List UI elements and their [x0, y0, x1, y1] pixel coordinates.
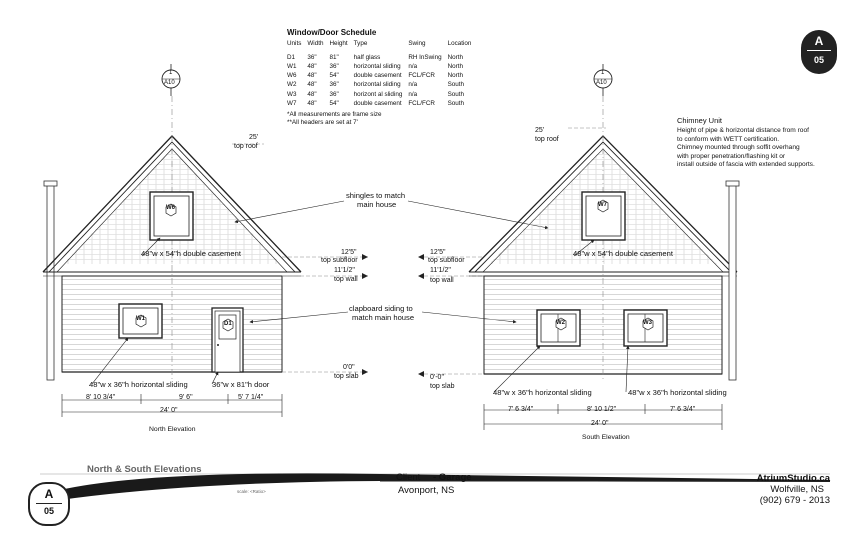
cell: North	[447, 54, 463, 62]
north-roof-label: top roof	[234, 143, 258, 150]
cell: 36"	[329, 81, 339, 89]
section-sheet-left: A10	[164, 80, 175, 86]
cell: horizontal sliding	[353, 81, 401, 89]
chimney-line: with proper penetration/flashing kit or	[677, 152, 786, 160]
cell: RH InSwing	[408, 54, 442, 62]
scale-note: scale: <Ratio>	[237, 489, 266, 494]
sheet-number: 05	[813, 55, 824, 65]
project-name: - Garage	[433, 472, 472, 483]
sheet-badge-bottom	[28, 482, 70, 526]
callout-shingles-1: shingles to match	[346, 191, 406, 200]
client-label: Client	[396, 472, 421, 483]
callout-siding-1: clapboard siding to	[349, 304, 413, 313]
section-num-right: 1	[601, 70, 605, 76]
cell: 36"	[307, 54, 317, 62]
cell: n/a	[408, 63, 418, 71]
chimney-line: Height of pipe & horizontal distance from roof	[677, 127, 809, 135]
table-row	[287, 80, 477, 89]
schedule-table	[287, 39, 477, 108]
cell: double casement	[353, 72, 402, 80]
table-row	[287, 99, 477, 108]
chimney-line: install outside of fascia with extended supports.	[677, 161, 815, 169]
note: *All measurements are frame size	[287, 110, 382, 118]
table-row	[287, 53, 477, 62]
level-slab-label: top slab	[334, 373, 359, 380]
cell: South	[447, 99, 465, 107]
level-wall-right: 11'1/2"	[430, 267, 451, 274]
window-door-schedule	[287, 28, 477, 128]
cell: FCL/FCR	[408, 72, 435, 80]
tag-d1: D1	[224, 321, 232, 327]
note: **All headers are set at 7'	[287, 119, 358, 127]
north-w1-note: 48"w x 36"h horizontal sliding	[89, 380, 188, 389]
south-dim-3: 7' 6 3/4"	[670, 406, 696, 413]
sheet-badge-top	[801, 30, 837, 74]
cell: South	[447, 81, 465, 89]
tag-w3: W3	[643, 320, 652, 326]
level-subfloor-right: 12'5"	[430, 249, 446, 256]
level-wall: 11'1/2"	[334, 267, 355, 274]
cell: 81"	[329, 54, 339, 62]
schedule-title: Window/Door Schedule	[287, 28, 377, 37]
cell: horizontal sliding	[353, 63, 401, 71]
north-dim-1: 8' 10 3/4"	[86, 394, 116, 401]
callout-siding-2: match main house	[352, 313, 415, 322]
cell: W6	[287, 72, 297, 80]
north-w6-note: 48"w x 54"h double casement	[141, 249, 241, 258]
cell: South	[447, 90, 465, 98]
south-dim-2: 8' 10 1/2"	[587, 406, 617, 413]
level-slab: 0'0"	[343, 364, 355, 371]
schedule-header: Location	[447, 40, 472, 48]
level-subfloor: 12'5"	[341, 249, 357, 256]
cell: W1	[287, 63, 297, 71]
cell: 48"	[307, 90, 317, 98]
north-elevation	[43, 64, 301, 417]
north-dim-3: 5' 7 1/4"	[238, 394, 264, 401]
cell: n/a	[408, 90, 418, 98]
drawing-title: North & South Elevations	[87, 464, 202, 475]
cell: horizont al sliding	[353, 90, 403, 98]
table-row	[287, 62, 477, 71]
cell: 54"	[329, 72, 339, 80]
level-slab-label-right: top slab	[430, 383, 455, 390]
sheet-letter: A	[44, 487, 54, 501]
tag-w2: W2	[556, 320, 565, 326]
south-caption: South Elevation	[582, 434, 630, 441]
project-location: Avonport, NS	[398, 485, 455, 496]
cell: 48"	[307, 72, 317, 80]
section-num-left: 1	[169, 70, 173, 76]
south-total: 24' 0"	[591, 420, 609, 427]
sheet-number: 05	[43, 506, 54, 516]
sheet-letter: A	[814, 34, 824, 48]
chimney-line: to conform with WETT certification.	[677, 135, 780, 143]
north-roof-height: 25'	[249, 134, 259, 141]
cell: 36"	[329, 90, 339, 98]
firm-name: AtriumStudio.ca	[756, 473, 830, 484]
schedule-notes	[287, 111, 477, 128]
level-slab-right: 0'-0"	[430, 374, 444, 381]
level-subfloor-label: top subfloor	[321, 257, 358, 264]
north-dim-2: 9' 6"	[179, 394, 193, 401]
south-dim-1: 7' 6 3/4"	[508, 406, 534, 413]
cell: 36"	[329, 63, 339, 71]
schedule-header: Height	[329, 40, 348, 48]
schedule-header: Units	[287, 40, 302, 48]
chimney-title: Chimney Unit	[677, 116, 723, 125]
cell: FCL/FCR	[408, 99, 435, 107]
cell: 54"	[329, 99, 339, 107]
cell: W7	[287, 99, 297, 107]
schedule-header: Width	[307, 40, 324, 48]
chimney-note	[677, 117, 815, 169]
south-w2-note: 48"w x 36"h horizontal sliding	[493, 388, 592, 397]
south-roof-height: 25'	[535, 127, 545, 134]
cell: double casement	[353, 99, 402, 107]
south-w3-note: 48"w x 36"h horizontal sliding	[628, 388, 727, 397]
table-row	[287, 71, 477, 80]
cell: D1	[287, 54, 296, 62]
north-total: 24' 0"	[160, 407, 178, 414]
cell: W2	[287, 81, 297, 89]
cell: North	[447, 63, 463, 71]
north-chimney	[47, 185, 54, 380]
tag-w7: W7	[598, 202, 607, 208]
tag-w6: W6	[166, 205, 175, 211]
cell: 48"	[307, 99, 317, 107]
schedule-header: Swing	[408, 40, 426, 48]
section-sheet-right: A10	[596, 80, 607, 86]
level-wall-label: top wall	[334, 276, 358, 283]
level-wall-label-right: top wall	[430, 277, 454, 284]
north-caption: North Elevation	[149, 426, 196, 433]
south-chimney	[729, 185, 736, 380]
chimney-line: Chimney mounted through soffit overhang	[677, 144, 800, 152]
tag-w1: W1	[136, 316, 145, 322]
cell: W3	[287, 90, 297, 98]
level-subfloor-label-right: top subfloor	[428, 257, 465, 264]
schedule-header: Type	[353, 40, 368, 48]
firm-phone: (902) 679 - 2013	[759, 495, 830, 506]
schedule-header-row	[287, 39, 477, 48]
south-w7-note: 48"w x 54"h double casement	[573, 249, 673, 258]
cell: North	[447, 72, 463, 80]
table-row	[287, 90, 477, 99]
south-roof-label: top roof	[535, 136, 559, 143]
cell: 48"	[307, 63, 317, 71]
cell: 48"	[307, 81, 317, 89]
north-d1-note: 36"w x 81"h door	[212, 380, 270, 389]
callout-shingles-2: main house	[357, 200, 397, 209]
cell: n/a	[408, 81, 418, 89]
firm-city: Wolfville, NS	[770, 484, 824, 495]
cell: half glass	[353, 54, 381, 62]
